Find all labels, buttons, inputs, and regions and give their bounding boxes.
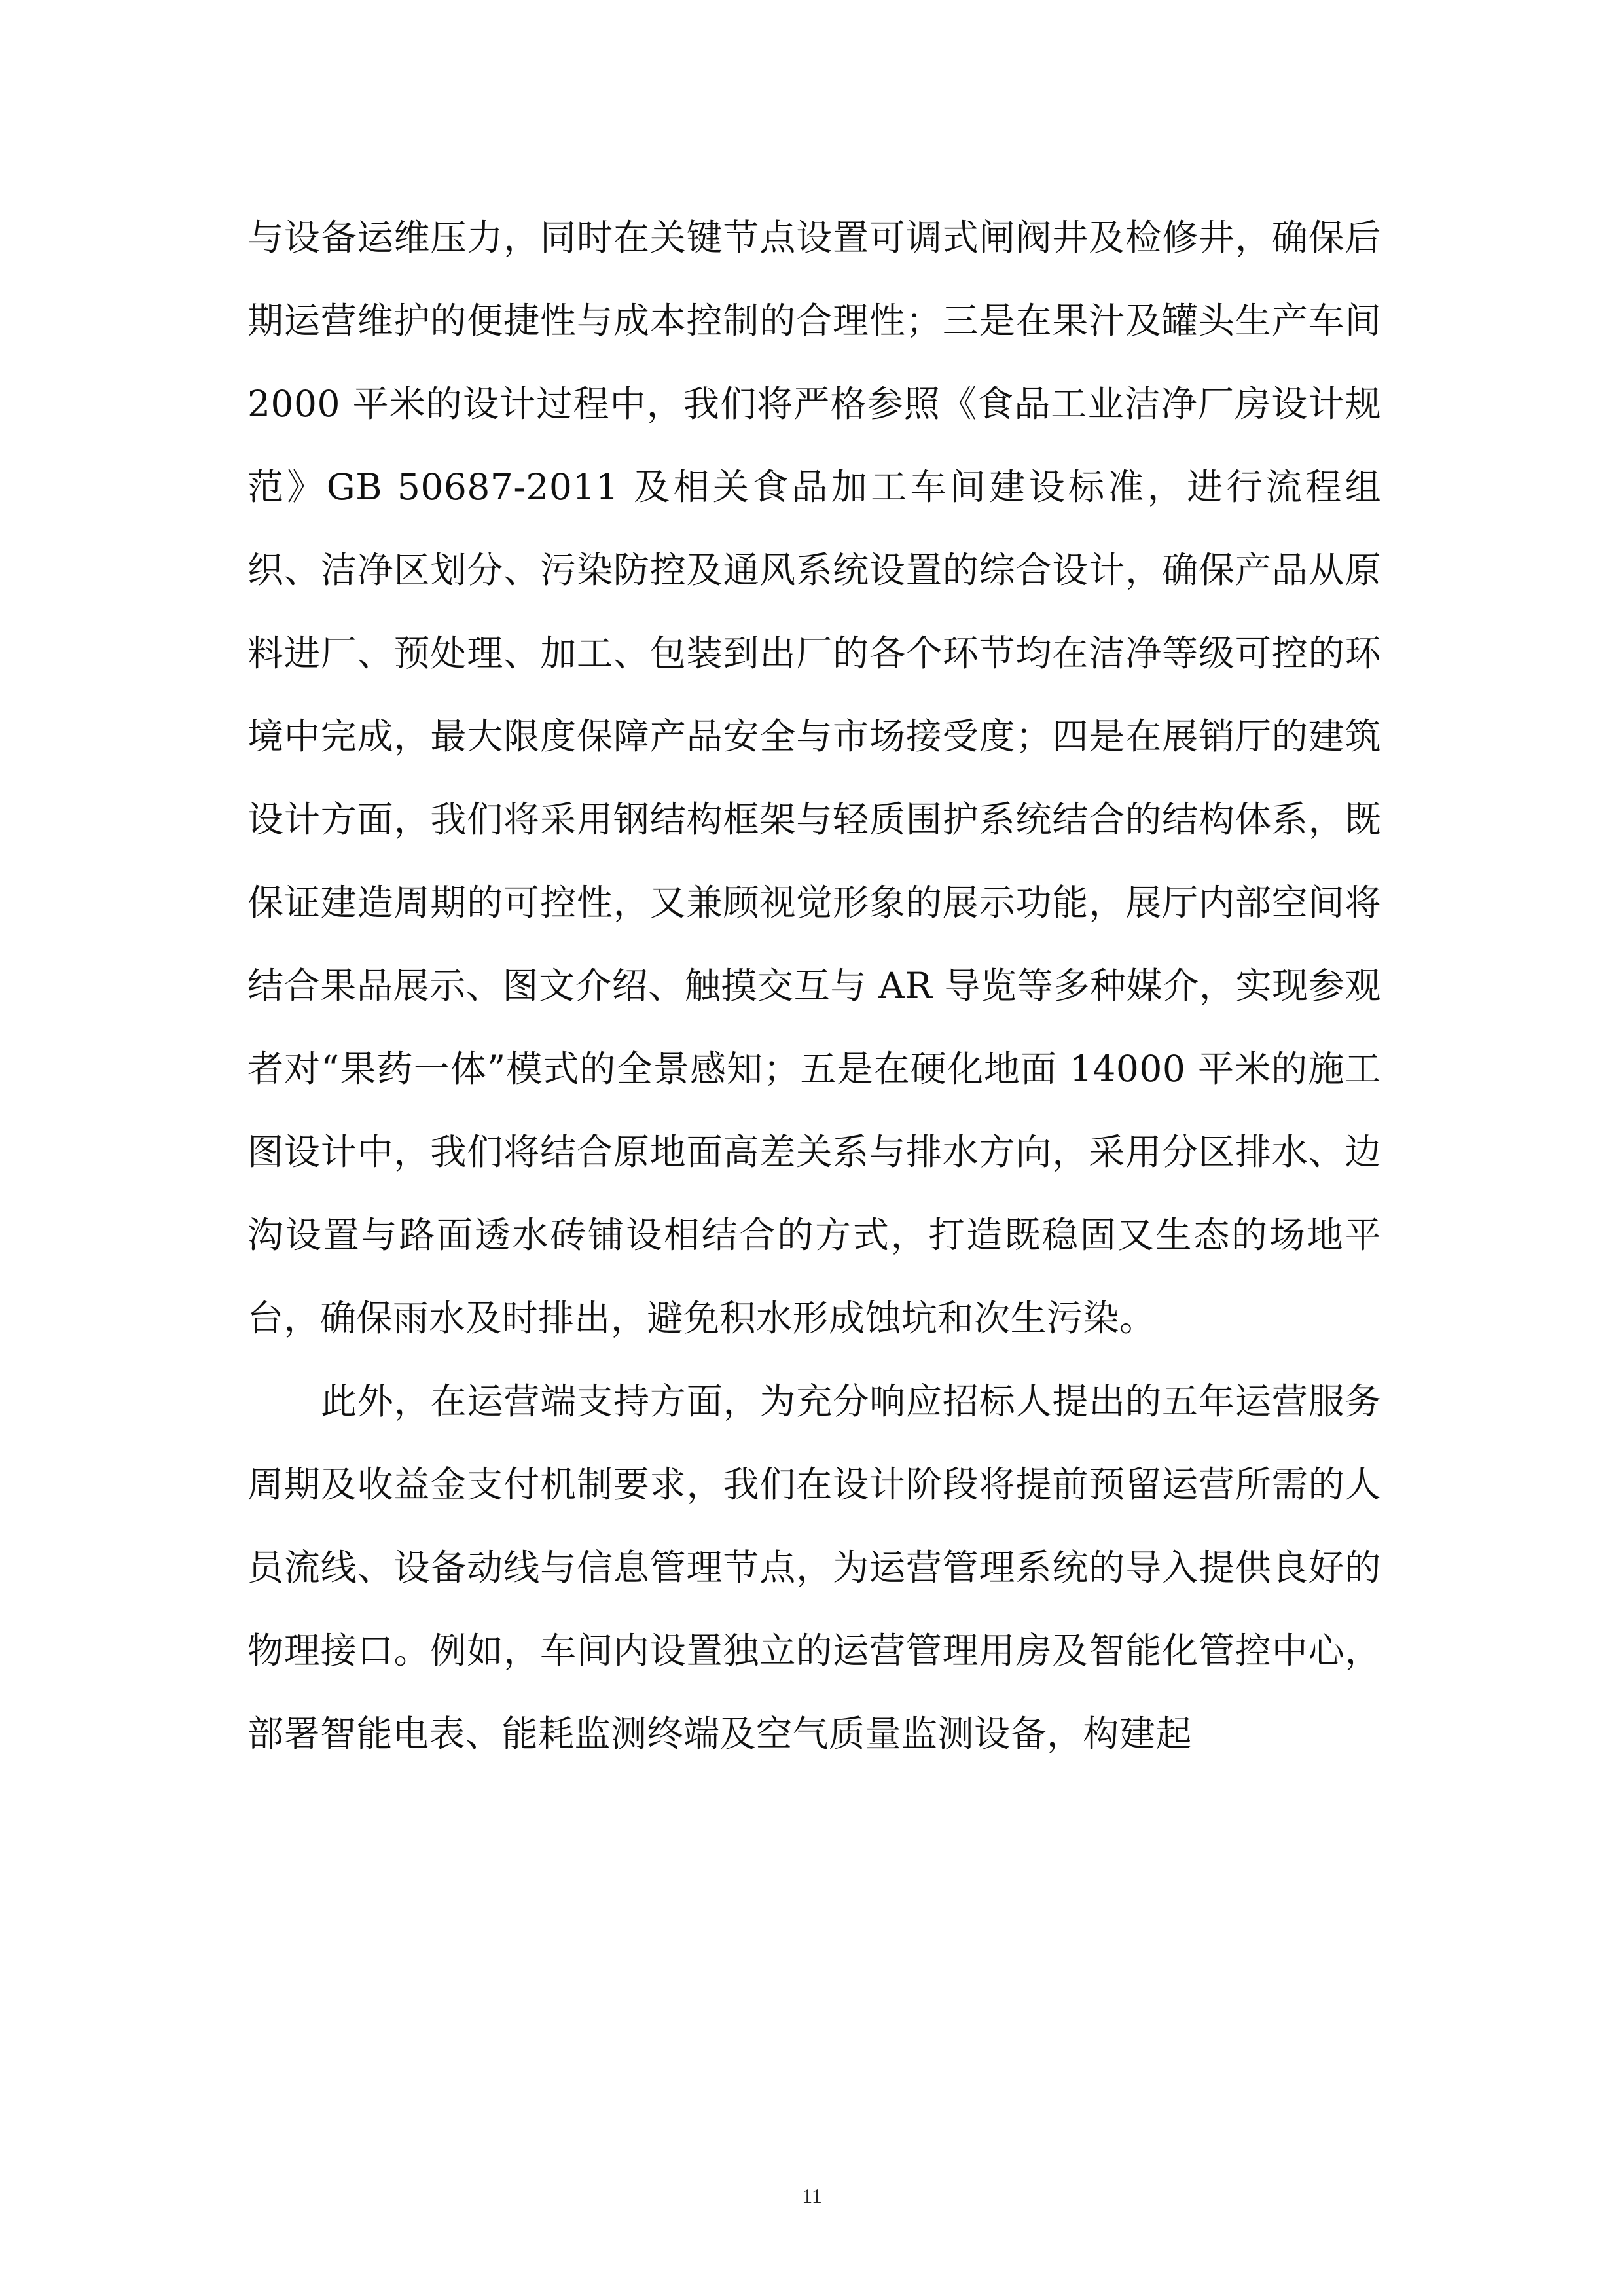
page-number: 11 [802, 2184, 822, 2208]
paragraph-continued: 与设备运维压力，同时在关键节点设置可调式闸阀井及检修井，确保后期运营维护的便捷性与成本控制的合理性；三是在果汁及罐头生产车间 2000 平米的设计过程中，我们将严格参照《食品工业洁净厂房设计规范》GB 50687-2011 及相关食品加工车间建设标准，进行流程组织、洁净区划分、污染防控及通风系统设置的综合设计，确保产品从原料进厂、预处理、加工、包装到出厂的各个环节均在洁净等级可控的环境中完成，最大限度保障产品安全与市场接受度；四是在展销厅的建筑设计方面，我们将采用钢结构框架与轻质围护系统结合的结构体系，既保证建造周期的可控性，又兼顾视觉形象的展示功能，展厅内部空间将结合果品展示、图文介绍、触摸交互与 AR 导览等多种媒介，实现参观者对“果药一体”模式的全景感知；五是在硬化地面 14000 平米的施工图设计中，我们将结合原地面高差关系与排水方向，采用分区排水、边沟设置与路面透水砖铺设相结合的方式，打造既稳固又生态的场地平台，确保雨水及时排出，避免积水形成蚀坑和次生污染。 [247, 217, 1381, 1339]
body-text [247, 196, 1381, 1776]
paragraph-operations-support: 此外，在运营端支持方面，为充分响应招标人提出的五年运营服务周期及收益金支付机制要求，我们在设计阶段将提前预留运营所需的人员流线、设备动线与信息管理节点，为运营管理系统的导入提供良好的物理接口。例如，车间内设置独立的运营管理用房及智能化管控中心，部署智能电表、能耗监测终端及空气质量监测设备，构建起 [247, 1380, 1381, 1755]
